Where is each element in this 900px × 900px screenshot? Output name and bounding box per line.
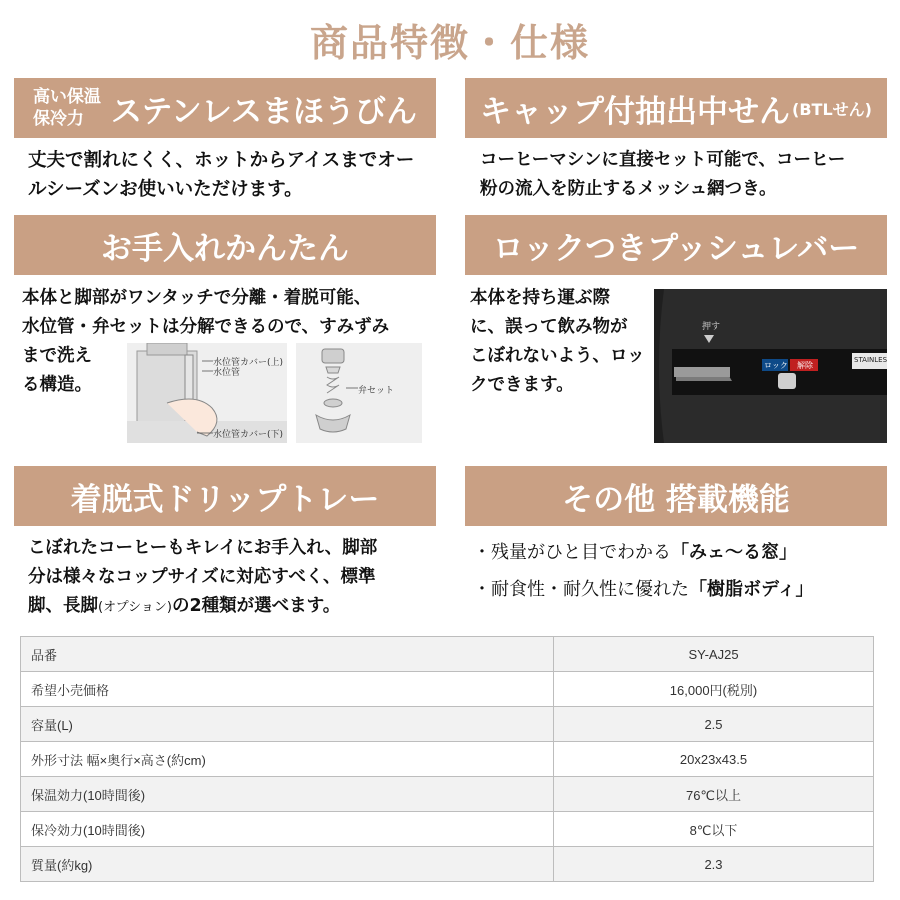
bullet-text: ・耐食性・耐久性に優れた (473, 579, 689, 600)
photo-label-brand: STAINLES (854, 356, 887, 364)
feature-band-cap (465, 78, 887, 138)
desc-line: ルシーズンお使いいただけます。 (28, 179, 303, 200)
feature-heading: ステンレスまほうびん (110, 93, 418, 130)
desc-line: こぼれないよう、ロッ (470, 346, 645, 366)
spec-value: 76℃以上 (554, 777, 874, 812)
table-row (21, 707, 874, 742)
table-row (21, 672, 874, 707)
spec-value: 16,000円(税別) (554, 672, 874, 707)
desc-line: こぼれたコーヒーもキレイにお手入れ、脚部 (28, 538, 378, 558)
spec-label: 保冷効力(10時間後) (21, 812, 554, 847)
desc-line: る構造。 (22, 375, 92, 395)
illus-label: 水位管カバー(下) (213, 430, 284, 440)
table-row (21, 812, 874, 847)
desc-line: コーヒーマシンに直接セット可能で、コーヒー (480, 150, 846, 170)
feature-band-lock-lever (465, 215, 887, 275)
feature-tag-line: 保冷力 (32, 109, 84, 129)
desc-line: 丈夫で割れにくく、ホットからアイスまでオー (28, 150, 415, 171)
spec-label: 容量(L) (21, 707, 554, 742)
feature-description (470, 284, 655, 400)
spec-label: 外形寸法 幅×奥行×高さ(約cm) (21, 742, 554, 777)
feature-heading-suffix: (BTLせん) (792, 99, 872, 119)
feature-band-maintenance (14, 215, 436, 275)
feature-tag (33, 86, 101, 130)
desc-line: 本体と脚部がワンタッチで分離・着脱可能、 (22, 288, 372, 308)
desc-note: (オプション) (98, 600, 172, 615)
illus-label: 水位管 (213, 368, 241, 378)
push-lever-photo (654, 289, 887, 443)
bullet-highlight: 「みェ〜る窓」 (671, 542, 797, 563)
spec-table (20, 636, 874, 882)
photo-label-push: 押す (702, 322, 721, 332)
spec-value: 8℃以下 (554, 812, 874, 847)
desc-line: に、誤って飲み物が (470, 317, 628, 337)
water-level-tube-illustration (127, 343, 287, 443)
desc-line: 粉の流入を防止するメッシュ網つき。 (480, 179, 777, 199)
spec-label: 希望小売価格 (21, 672, 554, 707)
spec-value: 2.3 (554, 847, 874, 882)
desc-line: クできます。 (470, 375, 574, 395)
feature-description (480, 146, 890, 204)
desc-text: の2種類が選べます。 (171, 596, 341, 616)
feature-band-other (465, 466, 887, 526)
feature-tag-line: 高い保温 (32, 87, 101, 107)
bullet-item (473, 540, 797, 566)
table-row (21, 742, 874, 777)
desc-line (28, 592, 438, 622)
feature-heading: キャップ付抽出中せん (480, 93, 791, 130)
table-row (21, 847, 874, 882)
illus-label: 水位管カバー(上) (213, 358, 284, 368)
illus-label: 弁セット (358, 386, 395, 396)
bullet-highlight: 「樹脂ボディ」 (689, 579, 814, 600)
table-row (21, 777, 874, 812)
feature-heading: お手入れかんたん (101, 230, 349, 267)
desc-line: 本体を持ち運ぶ際 (470, 288, 610, 308)
feature-band-drip-tray (14, 466, 436, 526)
spec-value: 2.5 (554, 707, 874, 742)
desc-line: まで洗え (22, 346, 92, 366)
desc-line: 分は様々なコップサイズに対応すべく、標準 (28, 567, 376, 587)
spec-value: 20x23x43.5 (554, 742, 874, 777)
desc-text: 脚、長脚 (28, 596, 98, 616)
feature-band-stainless (14, 78, 436, 138)
feature-heading: その他 搭載機能 (562, 481, 790, 518)
bullet-text: ・残量がひと目でわかる (473, 542, 671, 563)
valve-set-illustration (296, 343, 422, 443)
spec-label: 品番 (21, 637, 554, 672)
spec-label: 質量(約kg) (21, 847, 554, 882)
page-title: 商品特徴・仕様 (309, 21, 590, 65)
photo-label-lock: ロック (764, 361, 788, 370)
feature-description (28, 534, 438, 622)
table-row (21, 637, 874, 672)
spec-value: SY-AJ25 (554, 637, 874, 672)
spec-label: 保温効力(10時間後) (21, 777, 554, 812)
feature-heading: ロックつきプッシュレバー (492, 230, 860, 267)
bullet-item (473, 577, 814, 603)
feature-heading: 着脱式ドリップトレー (70, 481, 380, 518)
feature-description (28, 146, 438, 204)
desc-line: 水位管・弁セットは分解できるので、すみずみ (22, 317, 390, 337)
photo-label-release: 解除 (797, 361, 813, 370)
